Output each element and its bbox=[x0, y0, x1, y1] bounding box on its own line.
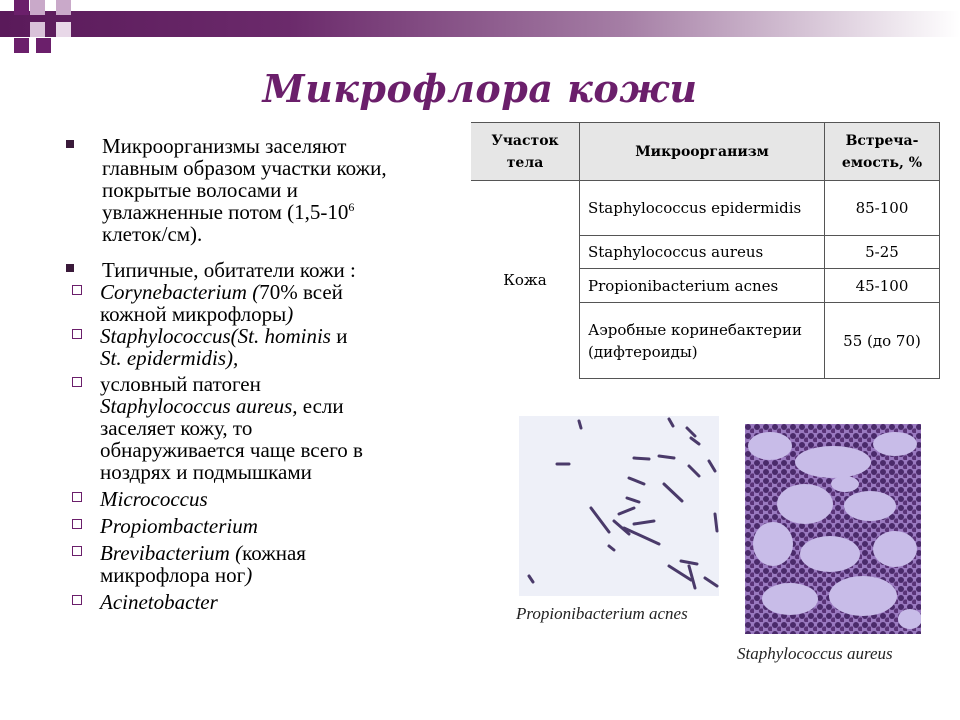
sub-bullet-item bbox=[22, 325, 486, 369]
bullet-text: покрытые волосами и bbox=[102, 178, 298, 202]
bullet-text-part: кожной микрофлоры bbox=[100, 302, 287, 326]
decor-square bbox=[30, 22, 45, 37]
hollow-square-bullet-icon bbox=[72, 519, 82, 529]
header-site: Участок тела bbox=[471, 123, 580, 181]
bullet-text: заселяет кожу, то bbox=[100, 416, 253, 440]
header-gradient-bar bbox=[0, 11, 960, 37]
table-header-row bbox=[471, 123, 940, 181]
sub-bullet-item bbox=[22, 488, 486, 510]
bullet-text-part: 70% всей bbox=[259, 280, 343, 304]
header-organism: Микроорганизм bbox=[580, 123, 825, 181]
bullet-text-part: если bbox=[297, 394, 344, 418]
bullet-text: Типичные, обитатели кожи : bbox=[102, 258, 356, 282]
square-bullet-icon bbox=[66, 264, 74, 272]
hollow-square-bullet-icon bbox=[72, 492, 82, 502]
sub-bullet-item bbox=[22, 373, 486, 483]
microflora-table bbox=[471, 122, 940, 379]
bullet-text bbox=[102, 201, 486, 223]
cell-organism: Аэробные коринебактерии (дифтероиды) bbox=[580, 303, 825, 379]
bullet-text: клеток/см). bbox=[102, 222, 203, 246]
decor-square bbox=[30, 0, 45, 15]
bullet-text-part: кожная bbox=[242, 541, 306, 565]
decor-square bbox=[14, 0, 29, 15]
cocci-bacteria-image bbox=[745, 424, 921, 634]
hollow-square-bullet-icon bbox=[72, 285, 82, 295]
caption-propionibacterium: Propionibacterium acnes bbox=[516, 604, 688, 623]
sub-bullet-item bbox=[22, 281, 486, 325]
bullet-text: Micrococcus bbox=[100, 487, 208, 511]
bullet-text-part: Brevibacterium ( bbox=[100, 541, 243, 565]
decor-square bbox=[56, 0, 71, 15]
caption-staphylococcus: Staphylococcus aureus bbox=[737, 644, 893, 663]
bullet-text: St. epidermidis), bbox=[100, 346, 239, 370]
bullet-text-part: и bbox=[336, 324, 348, 348]
decor-square bbox=[56, 22, 71, 37]
cell-site: Кожа bbox=[471, 181, 580, 379]
bullet-text: условный патоген bbox=[100, 372, 261, 396]
bullet-text-part: микрофлора ног bbox=[100, 563, 246, 587]
header-frequency: Встреча-емость, % bbox=[825, 123, 940, 181]
propionibacterium-micrograph bbox=[519, 416, 719, 596]
table-row bbox=[471, 181, 940, 236]
bullet-item bbox=[66, 259, 486, 281]
hollow-square-bullet-icon bbox=[72, 329, 82, 339]
bullet-text: обнаруживается чаще всего в bbox=[100, 438, 363, 462]
slide-title: Микрофлора кожи bbox=[262, 66, 698, 111]
bullet-item bbox=[66, 135, 486, 245]
bullet-text: Acinetobacter bbox=[100, 590, 218, 614]
cell-frequency: 45-100 bbox=[825, 269, 940, 303]
rod-bacteria-image bbox=[519, 416, 719, 596]
bullet-text-part: ) bbox=[245, 563, 253, 587]
bullet-list bbox=[66, 135, 486, 613]
bullet-text-part: ) bbox=[286, 302, 294, 326]
staphylococcus-micrograph bbox=[745, 424, 921, 634]
sub-bullet-item bbox=[22, 542, 486, 586]
square-bullet-icon bbox=[66, 140, 74, 148]
cell-organism: Propionibacterium acnes bbox=[580, 269, 825, 303]
cell-organism: Staphylococcus aureus bbox=[580, 236, 825, 269]
bullet-text-part: Staphylococcus(St. hominis bbox=[100, 324, 337, 348]
decor-square bbox=[14, 38, 29, 53]
bullet-text: Микроорганизмы заселяют bbox=[102, 134, 347, 158]
bullet-text bbox=[100, 395, 486, 417]
cell-frequency: 5-25 bbox=[825, 236, 940, 269]
sub-bullet-item bbox=[22, 591, 486, 613]
bullet-text bbox=[100, 325, 486, 347]
bullet-text-part: увлажненные потом (1,5-10 bbox=[102, 200, 349, 224]
bullet-text bbox=[100, 281, 486, 303]
hollow-square-bullet-icon bbox=[72, 546, 82, 556]
bullet-text: Propiombacterium bbox=[100, 514, 258, 538]
bullet-text bbox=[100, 564, 486, 586]
superscript: 6 bbox=[348, 200, 355, 214]
sub-bullet-item bbox=[22, 515, 486, 537]
cell-organism: Staphylococcus epidermidis bbox=[580, 181, 825, 236]
bullet-text bbox=[100, 542, 486, 564]
bullet-text: главным образом участки кожи, bbox=[102, 156, 387, 180]
bullet-text bbox=[100, 303, 486, 325]
bullet-text-part: Staphylococcus aureus, bbox=[100, 394, 298, 418]
cell-frequency: 85-100 bbox=[825, 181, 940, 236]
hollow-square-bullet-icon bbox=[72, 377, 82, 387]
cell-frequency: 55 (до 70) bbox=[825, 303, 940, 379]
hollow-square-bullet-icon bbox=[72, 595, 82, 605]
decor-square bbox=[36, 38, 51, 53]
bullet-text-part: Corynebacterium ( bbox=[100, 280, 260, 304]
bullet-text: ноздрях и подмышками bbox=[100, 460, 312, 484]
